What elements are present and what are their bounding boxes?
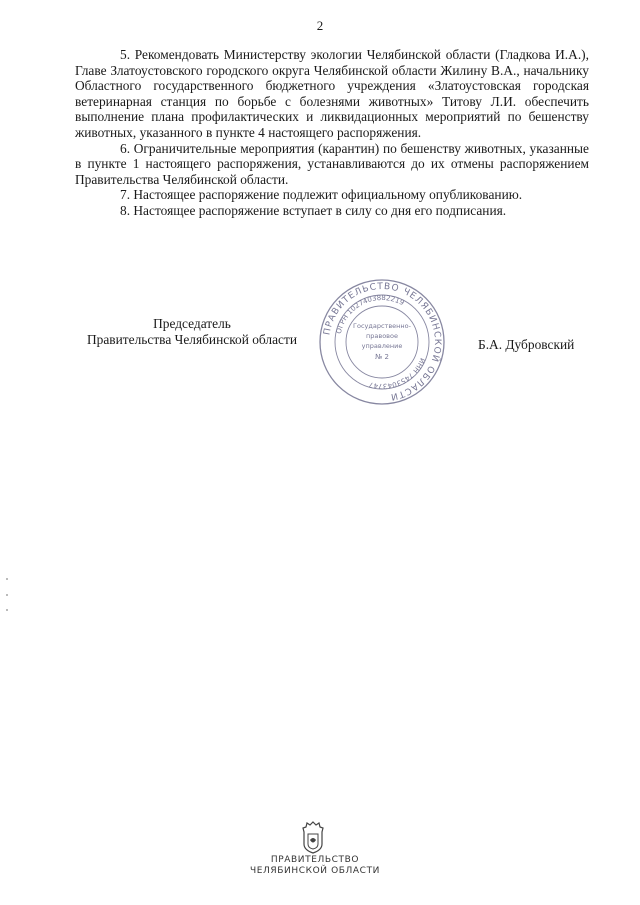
footer-organization [0,855,630,877]
stamp-outer-text: ПРАВИТЕЛЬСТВО ЧЕЛЯБИНСКОЙ ОБЛАСТИ [322,281,443,402]
signer-name: Б.А. Дубровский [478,337,575,352]
stamp-inn: ИНН 7453043747 [368,356,427,391]
paragraph-8: 8. Настоящее распоряжение вступает в силу со дня его подписания. [120,202,507,218]
stamp-ogrn: ОГРН 1027403882219 [334,293,406,335]
stamp-center-line2: правовое [366,332,398,340]
scan-mark [6,578,8,580]
stamp-center-line1: Государственно- [353,322,411,330]
paragraph-6: 6. Ограничительные мероприятия (карантин) по бешенству животных, указанные в пункте 1 настоящего распоряжения, устанавливаются до их отмены распоряжением Правительства Челябинской области. [75,140,589,187]
signer-title-line1: Председатель [153,316,231,331]
footer-line1: ПРАВИТЕЛЬСТВО [270,855,360,865]
stamp-center-line4: № 2 [375,353,389,361]
footer-line2: ЧЕЛЯБИНСКОЙ ОБЛАСТИ [250,866,380,876]
page-number: 2 [316,18,324,33]
paragraph-5: 5. Рекомендовать Министерству экологии Челябинской области (Гладкова И.А.), Главе Златоустовского городского округа Челябинской области Жилину В.А., начальнику Областного государственного бюджетного учреждения «Златоустовская городская ветеринарная станция по борьбе с болезнями животных» Титову Л.И. обеспечить выполнение плана профилактических и ликвидационных мероприятий по бешенству животных, указанного в пункте 4 настоящего распоряжения. [75,47,589,140]
paragraph-7: 7. Настоящее распоряжение подлежит официальному опубликованию. [120,187,523,203]
official-stamp [318,278,446,406]
signer-title-line2: Правительства Челябинской области [87,332,297,347]
scan-mark [6,609,8,611]
document-body [75,47,589,219]
scan-mark [6,594,8,596]
signer-title [72,316,312,348]
coat-of-arms-icon [300,820,326,854]
stamp-center-line3: управление [361,342,403,350]
